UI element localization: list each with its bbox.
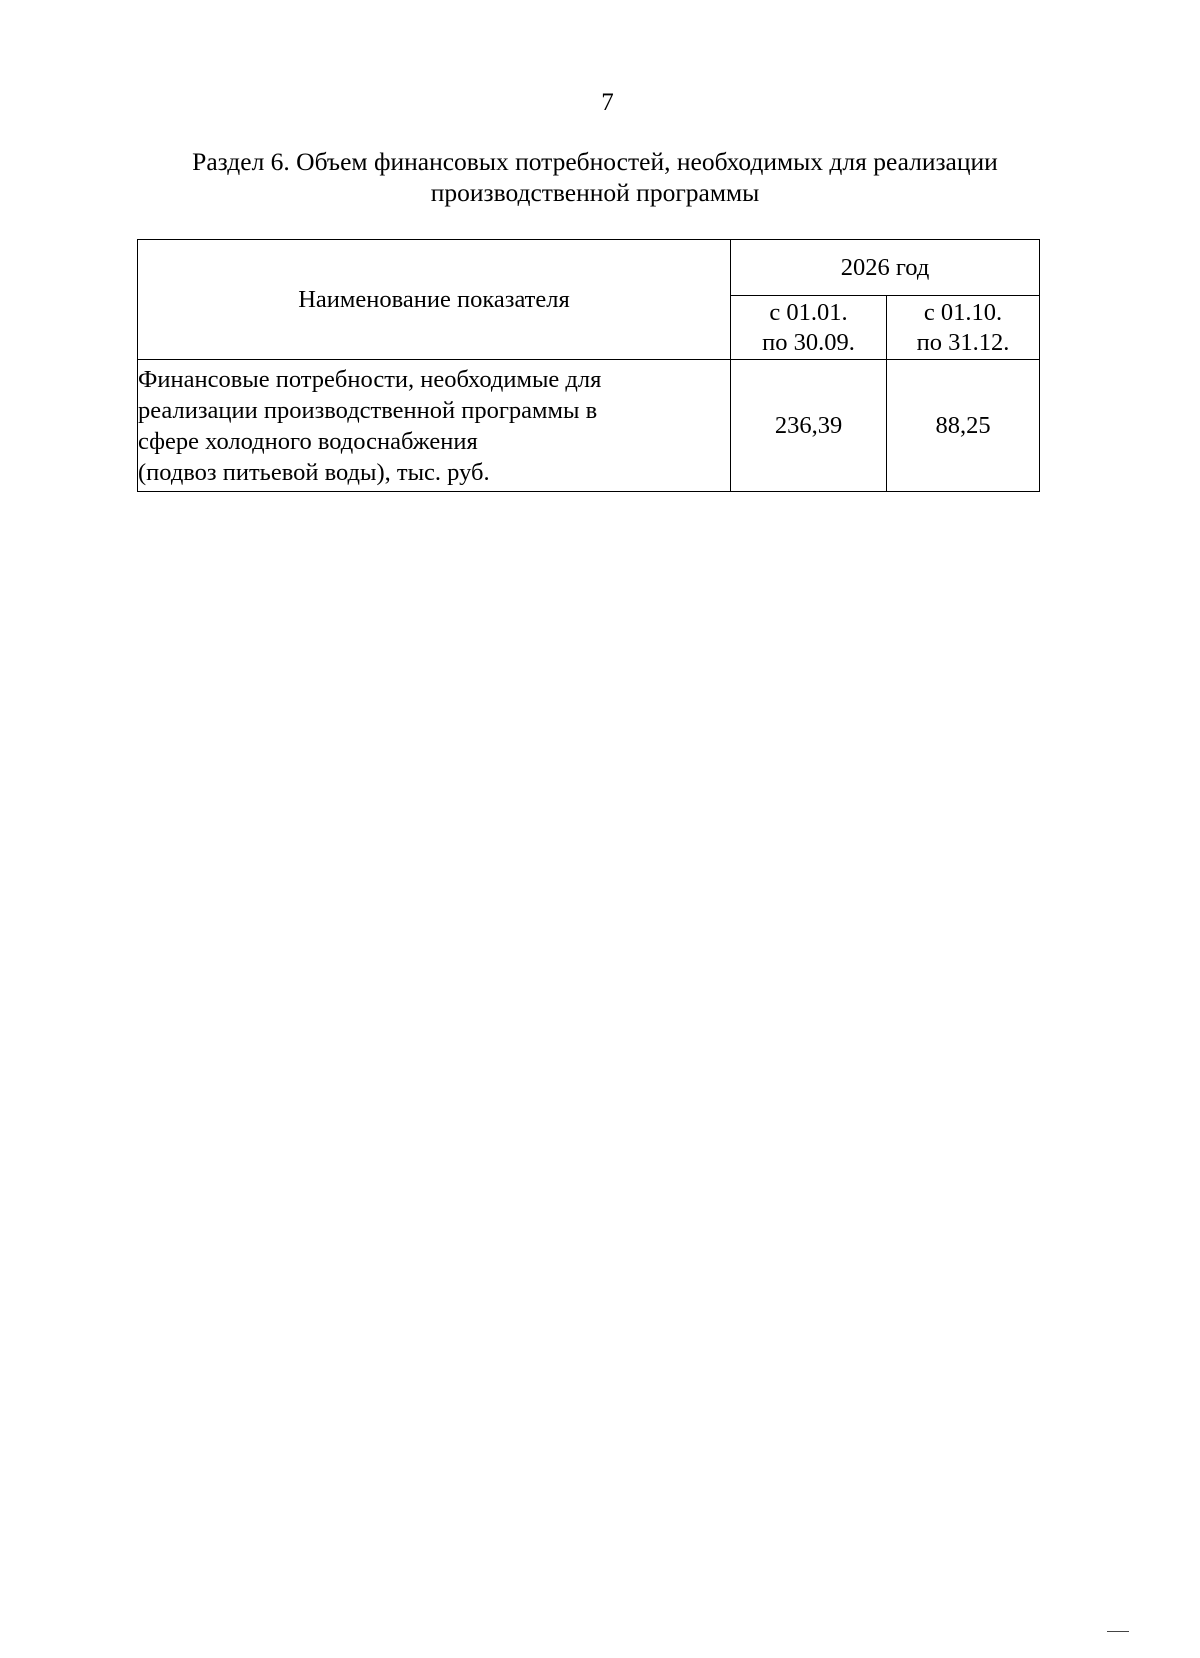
section-title-line-2: производственной программы [430, 178, 760, 207]
header-period-1 [731, 296, 887, 360]
row-label-line-1: Финансовые потребности, необходимые для [138, 365, 602, 393]
row-value-period-2: 88,25 [887, 360, 1040, 492]
scan-artifact-mark [1107, 1631, 1129, 1632]
row-label-line-3: сфере холодного водоснабжения [138, 427, 478, 455]
period-1-start: с 01.01. [769, 298, 848, 326]
period-2-start: с 01.10. [923, 298, 1003, 326]
section-title-line-1: Раздел 6. Объем финансовых потребностей, необходимых для реализации [192, 147, 998, 176]
table-row [138, 360, 1040, 492]
row-label-line-2: реализации производственной программы в [138, 396, 598, 424]
row-indicator-label [138, 360, 731, 492]
period-2-end: по 31.12. [916, 328, 1010, 356]
page-number: 7 [601, 89, 614, 116]
section-title [140, 146, 1050, 208]
financial-needs-table [137, 239, 1040, 492]
header-period-2 [887, 296, 1040, 360]
header-indicator-name: Наименование показателя [138, 240, 731, 360]
row-label-line-4: (подвоз питьевой воды), тыс. руб. [138, 458, 490, 486]
period-1-end: по 30.09. [762, 328, 855, 356]
header-year: 2026 год [731, 240, 1040, 296]
row-value-period-1: 236,39 [731, 360, 887, 492]
table-header-row [138, 240, 1040, 296]
